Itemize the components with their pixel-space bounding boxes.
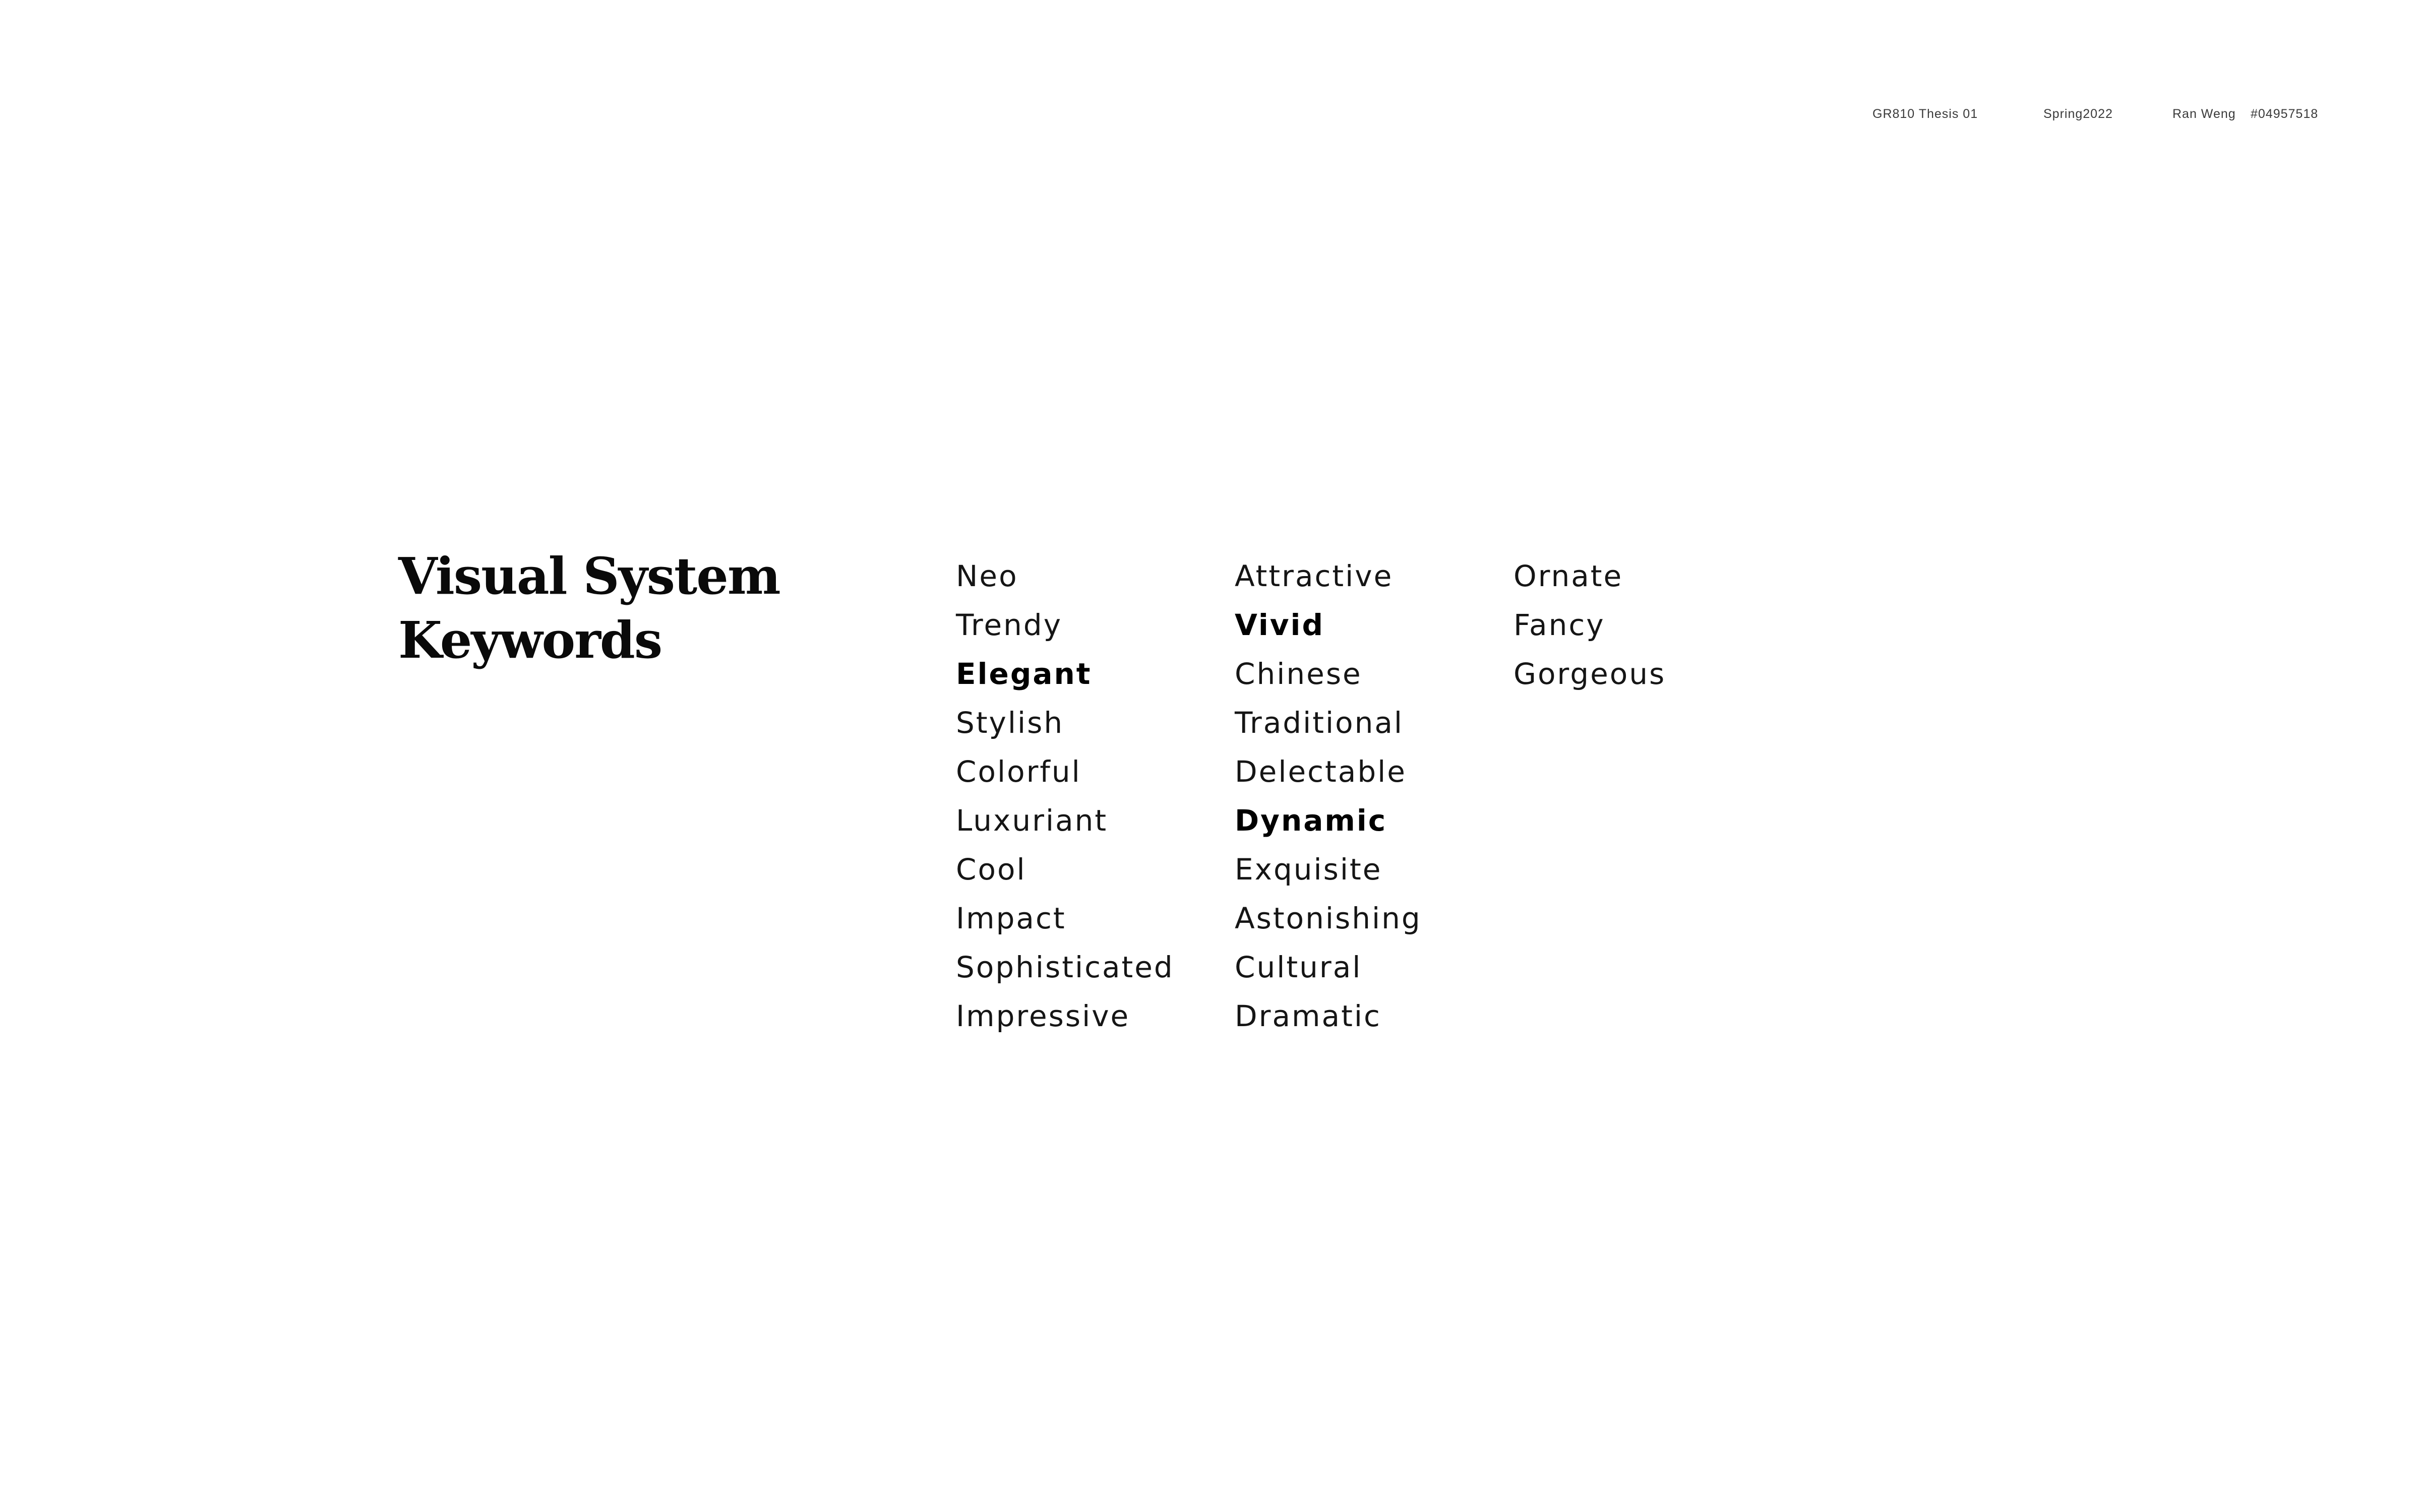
keyword-item: Impact	[956, 901, 1066, 935]
keyword-item: Astonishing	[1235, 901, 1422, 935]
title-line-2: Keywords	[398, 610, 662, 670]
keyword-item: Stylish	[956, 706, 1064, 740]
keyword-item: Neo	[956, 559, 1018, 593]
keyword-item: Attractive	[1235, 559, 1394, 593]
student-id: #04957518	[2251, 107, 2319, 121]
page-title	[398, 544, 780, 672]
document-header	[1872, 107, 2326, 122]
keyword-item: Exquisite	[1235, 852, 1382, 887]
keyword-item: Cool	[956, 852, 1026, 887]
keyword-item: Cultural	[1235, 950, 1362, 984]
keyword-item-emphasized: Elegant	[956, 657, 1092, 691]
keyword-item-emphasized: Dynamic	[1235, 803, 1387, 838]
keyword-column-3	[1514, 552, 1666, 699]
keyword-item-emphasized: Vivid	[1235, 608, 1324, 642]
keyword-item: Impressive	[956, 999, 1130, 1033]
keyword-item: Ornate	[1514, 559, 1623, 593]
term-label: Spring2022	[2043, 107, 2113, 121]
keyword-item: Delectable	[1235, 754, 1407, 789]
keyword-item: Chinese	[1235, 657, 1362, 691]
author-name: Ran Weng	[2172, 107, 2236, 121]
keyword-item: Fancy	[1514, 608, 1605, 642]
keyword-item: Dramatic	[1235, 999, 1381, 1033]
keyword-column-1	[956, 552, 1174, 1041]
keyword-item: Sophisticated	[956, 950, 1174, 984]
keyword-item: Luxuriant	[956, 803, 1108, 838]
keyword-item: Trendy	[956, 608, 1063, 642]
title-line-1: Visual System	[398, 546, 780, 606]
keyword-item: Gorgeous	[1514, 657, 1666, 691]
keyword-item: Colorful	[956, 754, 1081, 789]
course-code: GR810 Thesis 01	[1872, 107, 1978, 121]
keyword-column-2	[1235, 552, 1422, 1041]
keyword-item: Traditional	[1235, 706, 1404, 740]
